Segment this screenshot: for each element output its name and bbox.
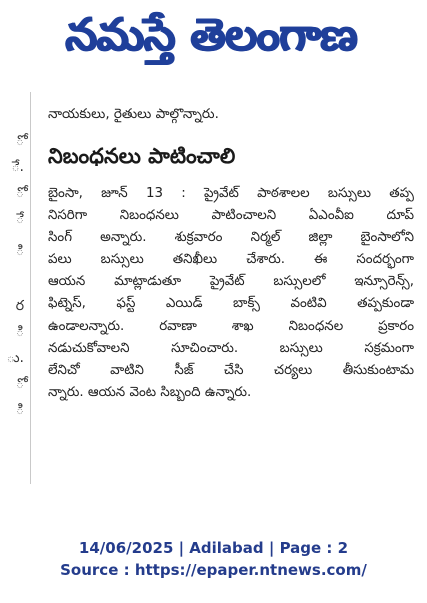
fragment-text: ి xyxy=(15,324,24,340)
body-line: బైంసా, జూన్ 13 : ప్రైవేట్ పాఠశాలల బస్సులు తప్ప xyxy=(48,186,414,201)
publication-info: 14/06/2025 | Adilabad | Page : 2 xyxy=(78,539,349,557)
article-clipping xyxy=(0,76,427,498)
fragment-text: ే. xyxy=(11,159,24,175)
body-line: నడుచుకోవాలని సూచించారు. బస్సులు సక్రమంగా xyxy=(48,340,414,356)
previous-article-last-line: నాయకులు, రైతులు పాల్గొన్నారు. xyxy=(48,106,219,122)
body-line: లేనిచో వాటిని సీజ్ చేసి చర్యలు తీసుకుంటామ xyxy=(48,362,414,378)
fragment-text: ే xyxy=(15,211,24,227)
fragment-text: ో xyxy=(15,133,24,149)
source-link[interactable]: Source : https://epaper.ntnews.com/ xyxy=(60,561,367,579)
body-line: ఫిట్నెస్, ఫస్ట్ ఎయిడ్ బాక్స్ వంటివి తప్పకుండా xyxy=(48,296,414,312)
adjacent-column-fragment xyxy=(0,76,30,498)
newspaper-masthead: నమస్తే తెలంగాణ xyxy=(65,8,358,61)
column-divider xyxy=(30,92,31,484)
article-body xyxy=(48,183,414,404)
body-line: సింగ్ అన్నారు. శుక్రవారం నిర్మల్ జిల్లా బైంసాలోని xyxy=(48,230,414,246)
fragment-text: ో xyxy=(15,185,24,201)
body-line: నిసరిగా నిబంధనలు పాటించాలని ఏఎంవీఐ దూప్ xyxy=(48,208,414,224)
body-line: పలు బస్సులు తనిఖీలు చేశారు. ఈ సందర్భంగా xyxy=(48,252,414,268)
article-headline: నిబంధనలు పాటించాలి xyxy=(48,144,236,168)
fragment-text: ో xyxy=(15,376,24,392)
body-line: ఆయన మాట్లాడుతూ ప్రైవేట్ బస్సులలో ఇన్సూరెన్స్, xyxy=(48,274,414,290)
clipping-footer xyxy=(0,537,427,581)
fragment-text: ి xyxy=(15,402,24,418)
body-line: ఉండాలన్నారు. రవాణా శాఖ నిబంధనల ప్రకారం xyxy=(48,318,414,334)
fragment-text: ర xyxy=(15,298,24,314)
fragment-text: ు. xyxy=(6,350,24,366)
news-article xyxy=(36,76,424,498)
fragment-text: ి xyxy=(15,243,24,259)
body-line: న్నారు. ఆయన వెంట సిబ్బంది ఉన్నారు. xyxy=(48,384,252,400)
